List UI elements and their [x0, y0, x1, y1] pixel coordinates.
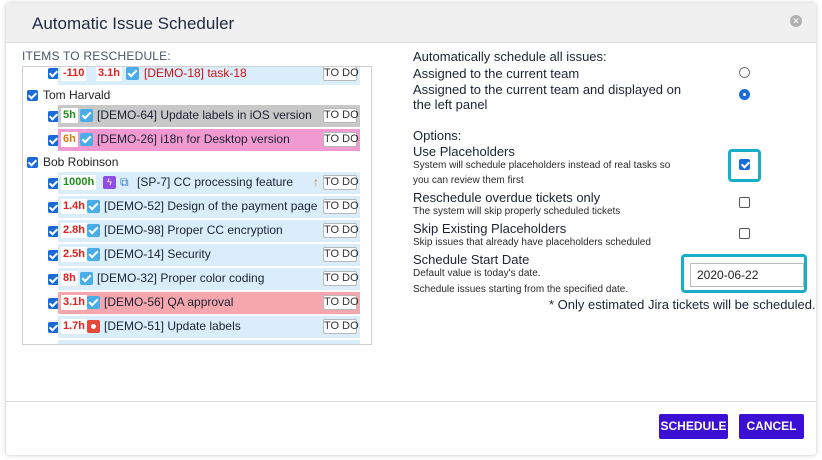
task-name: [SP-7] CC processing feature: [137, 175, 294, 189]
use-placeholders-checkbox[interactable]: [739, 159, 750, 170]
task-row[interactable]: [58, 105, 360, 127]
status-badge[interactable]: TO DO: [324, 320, 359, 332]
task-estimate: 8h: [63, 272, 76, 284]
task-estimate: 6h: [63, 133, 76, 145]
list-item: [23, 268, 372, 288]
status-badge[interactable]: TO DO: [324, 176, 359, 188]
start-date-input[interactable]: 2020-06-22: [690, 263, 804, 287]
skip-desc: Skip issues that already have placeholders scheduled: [413, 237, 651, 248]
person-name: Bob Robinson: [43, 155, 119, 169]
overdue-desc: The system will skip properly scheduled tickets: [413, 206, 621, 217]
task-row[interactable]: [58, 244, 360, 266]
opt-team-radio[interactable]: [739, 67, 750, 78]
opt-team-panel-radio[interactable]: [739, 89, 750, 100]
task-estimate: 1000h: [63, 176, 95, 188]
task-type-icon: [87, 224, 100, 237]
task-name: [DEMO-56] QA approval: [104, 295, 234, 309]
task-type-icon: [87, 248, 100, 261]
task-estimate: 2.5h: [63, 248, 86, 260]
list-item: [23, 220, 372, 240]
list-item: [23, 172, 372, 192]
status-badge[interactable]: TO DO: [324, 296, 359, 308]
person-group-bob: [23, 154, 323, 172]
task-name: [DEMO-51] Update labels: [104, 319, 241, 333]
list-item: [23, 292, 372, 312]
auto-schedule-title: Automatically schedule all issues:: [413, 49, 607, 64]
status-badge[interactable]: TO DO: [324, 272, 359, 284]
task-type-icon: [126, 67, 139, 80]
close-icon[interactable]: ✕: [790, 15, 802, 27]
options-title: Options:: [413, 128, 462, 143]
list-item: [23, 105, 372, 125]
task-name: [DEMO-14] Security: [104, 247, 211, 261]
status-badge[interactable]: TO DO: [324, 200, 359, 212]
opt-team-panel-label-2: the left panel: [413, 97, 488, 112]
status-badge[interactable]: TO DO: [324, 224, 359, 236]
status-badge[interactable]: TO DO: [324, 248, 359, 260]
task-type-icon: [80, 272, 93, 285]
bug-icon: [87, 320, 100, 333]
task-row[interactable]: [58, 172, 360, 194]
task-row[interactable]: [58, 268, 360, 290]
task-type-icon: [87, 200, 100, 213]
items-list[interactable]: [22, 66, 372, 345]
task-estimate: 3.1h: [63, 296, 86, 308]
subtask-icon: ⧉: [120, 175, 129, 189]
epic-icon: ϟ: [103, 176, 116, 189]
priority-high-icon: ↑: [313, 175, 319, 189]
opt-team-panel-label: Assigned to the current team and displayed on: [413, 82, 682, 97]
task-row[interactable]: [58, 340, 360, 345]
start-date-desc-2: Schedule issues starting from the specified date.: [413, 284, 629, 295]
task-estimate: 2.8h: [63, 224, 86, 236]
list-item: [23, 244, 372, 264]
task-name: [DEMO-98] Proper CC encryption: [104, 223, 283, 237]
task-estimate: -110: [63, 67, 85, 79]
person-checkbox[interactable]: [27, 90, 38, 101]
task-row[interactable]: [58, 220, 360, 242]
task-estimate: 1.4h: [63, 200, 86, 212]
schedule-button[interactable]: SCHEDULE: [659, 414, 728, 439]
task-type-icon: [87, 296, 100, 309]
task-row[interactable]: [58, 66, 360, 85]
task-row[interactable]: [58, 129, 360, 151]
task-name: [DEMO-52] Design of the payment page: [104, 199, 318, 213]
skip-label: Skip Existing Placeholders: [413, 221, 567, 236]
skip-checkbox[interactable]: [739, 228, 750, 239]
estimate-note: * Only estimated Jira tickets will be scheduled.: [549, 297, 816, 312]
task-name: [DEMO-26] i18n for Desktop version: [97, 132, 290, 146]
task-row[interactable]: [58, 316, 360, 338]
task-row[interactable]: [58, 292, 360, 314]
opt-team-label: Assigned to the current team: [413, 66, 580, 81]
list-item: [23, 196, 372, 216]
task-type-icon: [105, 344, 118, 345]
list-item: [23, 340, 372, 345]
task-row[interactable]: [58, 196, 360, 218]
list-item: [23, 66, 372, 83]
task-name: [DEMO-32] Proper color coding: [97, 271, 265, 285]
task-estimate-2: 3.1h: [98, 67, 121, 79]
task-type-icon: [80, 109, 93, 122]
overdue-checkbox[interactable]: [739, 197, 750, 208]
scheduler-dialog: [6, 3, 816, 455]
person-group-tom: [23, 87, 323, 105]
use-placeholders-label: Use Placeholders: [413, 144, 515, 159]
items-label: ITEMS TO RESCHEDULE:: [22, 49, 171, 63]
use-placeholders-desc: System will schedule placeholders instead of real tasks so: [413, 160, 671, 171]
task-type-icon: [80, 133, 93, 146]
person-checkbox[interactable]: [27, 157, 38, 168]
dialog-header: [6, 3, 816, 43]
footer-divider: [6, 401, 816, 402]
list-item: [23, 129, 372, 149]
status-badge[interactable]: TO DO: [324, 109, 359, 121]
start-date-label: Schedule Start Date: [413, 252, 530, 267]
task-name: [DEMO-64] Update labels in iOS version: [97, 108, 312, 122]
overdue-label: Reschedule overdue tickets only: [413, 190, 601, 205]
use-placeholders-desc-2: you can review them first: [413, 175, 524, 186]
cancel-button[interactable]: CANCEL: [739, 414, 804, 439]
task-estimate: 1.7h: [63, 320, 86, 332]
list-item: [23, 316, 372, 336]
task-estimate: 5h: [63, 109, 76, 121]
task-name: [DEMO-18] task-18: [144, 66, 247, 80]
start-date-desc: Default value is today's date.: [413, 268, 541, 279]
status-badge[interactable]: TO DO: [324, 133, 359, 145]
person-name: Tom Harvald: [43, 88, 111, 102]
dialog-title: Automatic Issue Scheduler: [32, 14, 235, 33]
status-badge[interactable]: TO DO: [324, 67, 359, 79]
